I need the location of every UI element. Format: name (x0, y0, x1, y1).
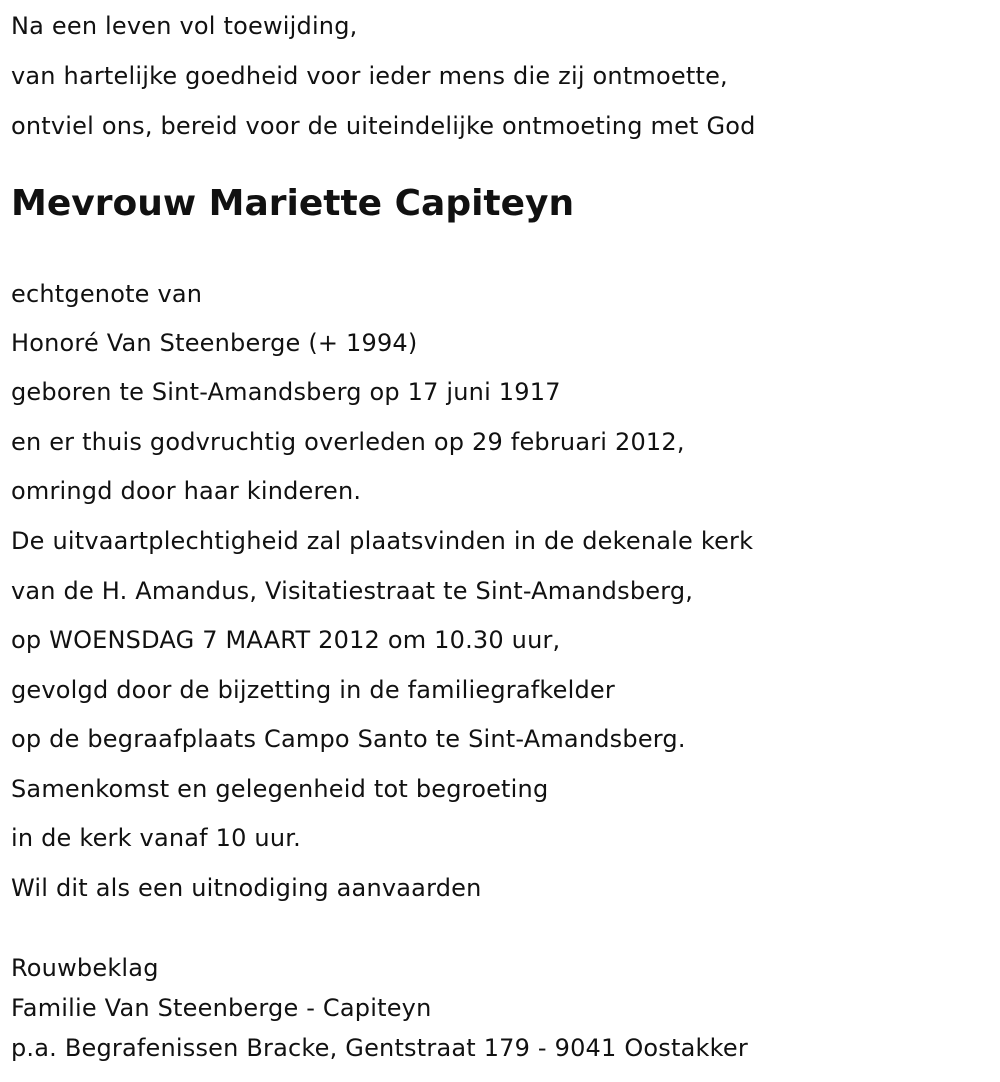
body-line: Wil dit als een uitnodiging aanvaarden (11, 874, 482, 902)
body-line: op WOENSDAG 7 MAART 2012 om 10.30 uur, (11, 626, 561, 654)
body-line: omringd door haar kinderen. (11, 477, 362, 505)
body-line: Honoré Van Steenberge (+ 1994) (11, 329, 418, 357)
body-line: gevolgd door de bijzetting in de familiegrafkelder (11, 676, 615, 704)
body-line: echtgenote van (11, 280, 203, 308)
body-line: De uitvaartplechtigheid zal plaatsvinden in de dekenale kerk (11, 527, 754, 555)
body-line: van de H. Amandus, Visitatiestraat te Sint-Amandsberg, (11, 577, 694, 605)
footer-line: Rouwbeklag (11, 954, 159, 982)
body-line: geboren te Sint-Amandsberg op 17 juni 1917 (11, 378, 561, 406)
body-line: Samenkomst en gelegenheid tot begroeting (11, 775, 549, 803)
deceased-name: Mevrouw Mariette Capiteyn (11, 183, 575, 224)
body-line: in de kerk vanaf 10 uur. (11, 824, 301, 852)
intro-line: Na een leven vol toewijding, (11, 12, 358, 40)
body-line: en er thuis godvruchtig overleden op 29 februari 2012, (11, 428, 685, 456)
body-line: op de begraafplaats Campo Santo te Sint-Amandsberg. (11, 725, 686, 753)
intro-line: ontviel ons, bereid voor de uiteindelijke ontmoeting met God (11, 112, 756, 140)
footer-line: p.a. Begrafenissen Bracke, Gentstraat 179 - 9041 Oostakker (11, 1034, 748, 1062)
footer-line: Familie Van Steenberge - Capiteyn (11, 994, 432, 1022)
intro-line: van hartelijke goedheid voor ieder mens die zij ontmoette, (11, 62, 728, 90)
